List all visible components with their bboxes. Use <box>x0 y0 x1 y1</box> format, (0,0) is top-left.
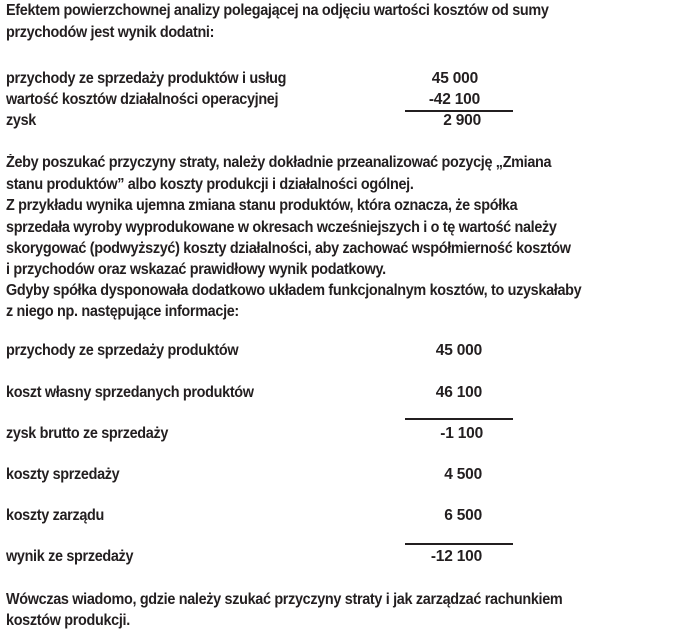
table1-label-profit: zysk <box>6 112 36 129</box>
table1-value-revenue: 45 000 <box>431 70 478 87</box>
table2-label-gross-profit: zysk brutto ze sprzedaży <box>6 425 169 442</box>
analysis-line-2: stanu produktów” albo koszty produkcji i działalności ogólnej. <box>6 176 414 193</box>
analysis-line-6: i przychodów oraz wskazać prawidłowy wynik podatkowy. <box>6 261 386 278</box>
table2-value-cogs: 46 100 <box>435 384 482 401</box>
intro-line-2: przychodów jest wynik dodatni: <box>6 24 215 41</box>
table1-value-costs: -42 100 <box>428 91 480 108</box>
conclusion-line-1: Wówczas wiadomo, gdzie należy szukać przyczyny straty i jak zarządzać rachunkiem <box>6 591 563 608</box>
table2-value-gross-profit: -1 100 <box>440 425 483 442</box>
table2-label-selling-costs: koszty sprzedaży <box>6 466 120 483</box>
table2-value-admin-costs: 6 500 <box>444 507 482 524</box>
analysis-line-7: Gdyby spółka dysponowała dodatkowo układem funkcjonalnym kosztów, to uzyskałaby <box>6 282 582 299</box>
conclusion-line-2: kosztów produkcji. <box>6 612 130 629</box>
intro-line-1: Efektem powierzchownej analizy polegającej na odjęciu wartości kosztów od sumy <box>6 2 549 19</box>
table2-label-sales-result: wynik ze sprzedaży <box>6 548 134 565</box>
table2-label-admin-costs: koszty zarządu <box>6 507 104 524</box>
analysis-line-1: Żeby poszukać przyczyny straty, należy dokładnie przeanalizować pozycję „Zmiana <box>6 154 552 171</box>
analysis-line-5: skorygować (podwyższyć) koszty działalności, aby zachować współmierność kosztów <box>6 240 571 257</box>
analysis-line-3: Z przykładu wynika ujemna zmiana stanu produktów, która oznacza, że spółka <box>6 197 518 214</box>
table2-label-cogs: koszt własny sprzedanych produktów <box>6 384 254 401</box>
analysis-line-4: sprzedała wyroby wyprodukowane w okresach wcześniejszych i o tę wartość należy <box>6 219 557 236</box>
table1-value-profit: 2 900 <box>443 112 481 129</box>
table1-label-costs: wartość kosztów działalności operacyjnej <box>6 91 279 108</box>
sum-rule-2 <box>405 418 513 420</box>
analysis-line-8: z niego np. następujące informacje: <box>6 303 239 320</box>
table2-label-revenue: przychody ze sprzedaży produktów <box>6 342 239 359</box>
table1-label-revenue: przychody ze sprzedaży produktów i usług <box>6 70 287 87</box>
table2-value-selling-costs: 4 500 <box>444 466 482 483</box>
table2-value-sales-result: -12 100 <box>430 548 482 565</box>
table2-value-revenue: 45 000 <box>435 342 482 359</box>
sum-rule-3 <box>405 543 513 545</box>
